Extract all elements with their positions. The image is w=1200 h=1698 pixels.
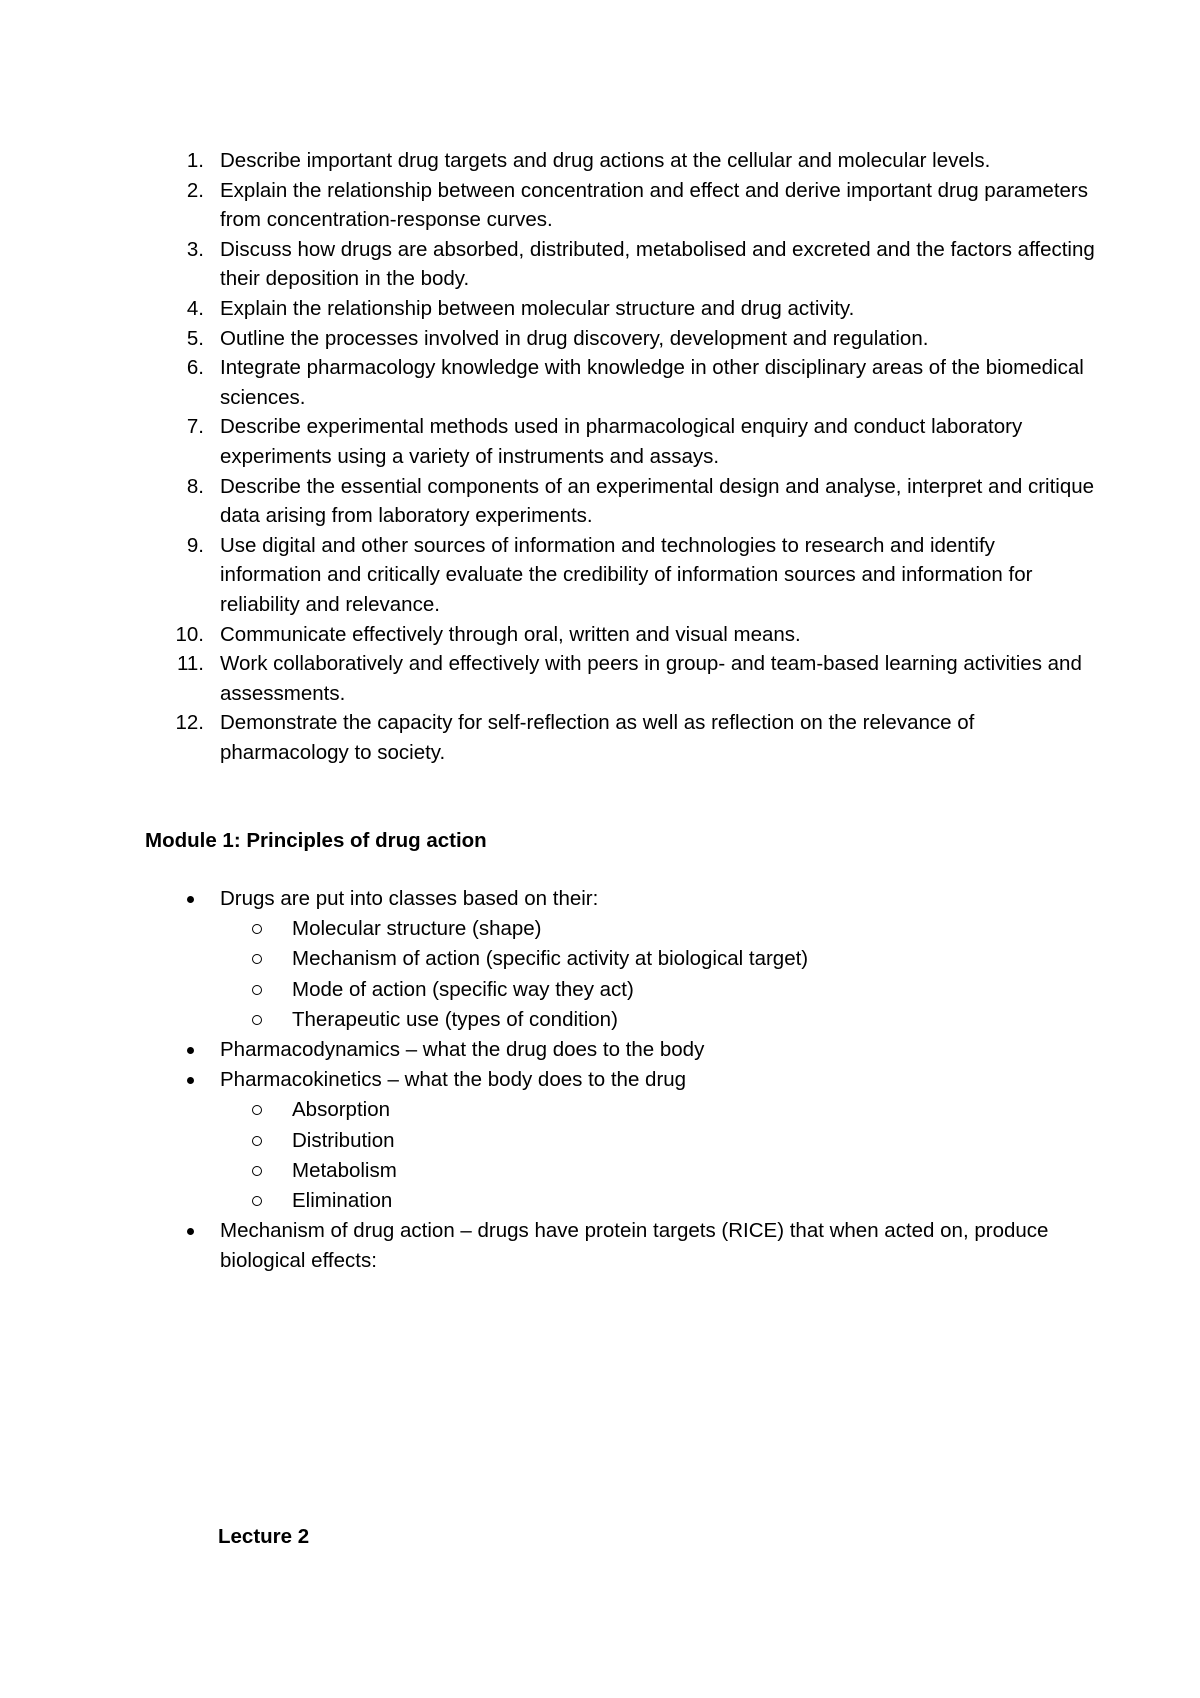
objective-number: 10 . bbox=[160, 620, 204, 650]
bullet-item bbox=[160, 1216, 1100, 1276]
sub-bullet-item bbox=[160, 1095, 1100, 1125]
bullet-text: Pharmacodynamics – what the drug does to the body bbox=[220, 1038, 705, 1062]
sub-bullet-text: Elimination bbox=[292, 1189, 393, 1213]
sub-bullet-text: Distribution bbox=[292, 1128, 395, 1152]
module-heading: Module 1: Principles of drug action bbox=[145, 829, 487, 852]
hollow-circle-icon bbox=[252, 1015, 262, 1025]
objective-item bbox=[160, 531, 1100, 620]
sub-bullet-text: Absorption bbox=[292, 1098, 391, 1122]
bullet-dot-icon bbox=[187, 1047, 194, 1054]
sub-bullet-list bbox=[220, 914, 1100, 1035]
objective-text: Explain the relationship between concentration and effect and derive important drug parameters from concentration-response curves. bbox=[220, 178, 1088, 232]
objective-text: Communicate effectively through oral, written and visual means. bbox=[220, 622, 801, 646]
objective-item bbox=[160, 353, 1100, 412]
sub-bullet-text: Mode of action (specific way they act) bbox=[292, 977, 634, 1001]
objective-text: Integrate pharmacology knowledge with knowledge in other disciplinary areas of the biomedical sciences. bbox=[220, 356, 1084, 409]
bullet-dot-icon bbox=[187, 1228, 194, 1235]
sub-bullet-item bbox=[160, 1126, 1100, 1156]
bullet-dot-icon bbox=[187, 896, 194, 903]
bullet-item bbox=[160, 1065, 1100, 1216]
lecture-heading: Lecture 2 bbox=[218, 1525, 310, 1548]
objective-number: 4 . bbox=[160, 294, 204, 324]
sub-bullet-text: Metabolism bbox=[292, 1158, 397, 1182]
objective-number: 6 . bbox=[160, 353, 204, 383]
sub-bullet-item bbox=[160, 944, 1100, 974]
sub-bullet-item bbox=[160, 1005, 1100, 1035]
hollow-circle-icon bbox=[252, 924, 262, 934]
bullet-item bbox=[160, 884, 1100, 1035]
bullet-text: Mechanism of drug action – drugs have protein targets (RICE) that when acted on, produce biological effects: bbox=[220, 1219, 1049, 1273]
objective-text: Describe the essential components of an experimental design and analyse, interpret and critique data arising from laboratory experiments. bbox=[220, 474, 1095, 528]
objective-number: 7 . bbox=[160, 412, 204, 442]
bullet-dot-icon bbox=[187, 1077, 194, 1084]
objective-item bbox=[160, 620, 1100, 650]
objective-item bbox=[160, 294, 1100, 324]
objective-text: Use digital and other sources of information and technologies to research and identify information and critically evaluate the credibility of information sources and information for reliability and relevance. bbox=[220, 533, 1033, 616]
sub-bullet-text: Molecular structure (shape) bbox=[292, 917, 542, 941]
hollow-circle-icon bbox=[252, 985, 262, 995]
objective-number: 2 . bbox=[160, 176, 204, 206]
objective-item bbox=[160, 708, 1100, 767]
bullet-text: Drugs are put into classes based on their: bbox=[220, 887, 599, 910]
objective-item bbox=[160, 176, 1100, 235]
objective-number: 5 . bbox=[160, 324, 204, 354]
sub-bullet-item bbox=[160, 1186, 1100, 1216]
sub-bullet-list bbox=[220, 1095, 1100, 1216]
objective-number: 3 . bbox=[160, 235, 204, 265]
hollow-circle-icon bbox=[252, 1196, 262, 1206]
objective-text: Describe important drug targets and drug actions at the cellular and molecular levels. bbox=[220, 149, 991, 172]
objective-text: Demonstrate the capacity for self-reflection as well as reflection on the relevance of pharmacology to society. bbox=[220, 711, 975, 764]
objective-text: Discuss how drugs are absorbed, distributed, metabolised and excreted and the factors affecting their deposition in the body. bbox=[220, 237, 1095, 291]
sub-bullet-item bbox=[160, 1156, 1100, 1186]
objective-item bbox=[160, 649, 1100, 708]
objective-text: Outline the processes involved in drug discovery, development and regulation. bbox=[220, 326, 929, 350]
learning-objectives-list bbox=[160, 146, 1100, 767]
objective-number: 9 . bbox=[160, 531, 204, 561]
objective-item bbox=[160, 472, 1100, 531]
sub-bullet-item bbox=[160, 914, 1100, 944]
objective-number: 12 . bbox=[160, 708, 204, 738]
bullet-item bbox=[160, 1035, 1100, 1065]
sub-bullet-text: Mechanism of action (specific activity at biological target) bbox=[292, 947, 809, 971]
bullet-text: Pharmacokinetics – what the body does to the drug bbox=[220, 1068, 687, 1092]
hollow-circle-icon bbox=[252, 1136, 262, 1146]
sub-bullet-item bbox=[160, 975, 1100, 1005]
objective-number: 1 . bbox=[160, 146, 204, 176]
objective-number: 11 . bbox=[160, 649, 204, 679]
objective-item bbox=[160, 235, 1100, 294]
objective-item bbox=[160, 324, 1100, 354]
hollow-circle-icon bbox=[252, 1166, 262, 1176]
module-bullet-list bbox=[160, 884, 1100, 1277]
objective-text: Work collaboratively and effectively with peers in group- and team-based learning activities and assessments. bbox=[220, 652, 1082, 705]
objective-text: Explain the relationship between molecular structure and drug activity. bbox=[220, 296, 855, 320]
objective-item bbox=[160, 412, 1100, 471]
sub-bullet-text: Therapeutic use (types of condition) bbox=[292, 1007, 618, 1031]
objective-number: 8 . bbox=[160, 472, 204, 502]
hollow-circle-icon bbox=[252, 1105, 262, 1115]
hollow-circle-icon bbox=[252, 954, 262, 964]
objective-item bbox=[160, 146, 1100, 176]
objective-text: Describe experimental methods used in pharmacological enquiry and conduct laboratory experiments using a variety of instruments and assays. bbox=[220, 415, 1023, 468]
